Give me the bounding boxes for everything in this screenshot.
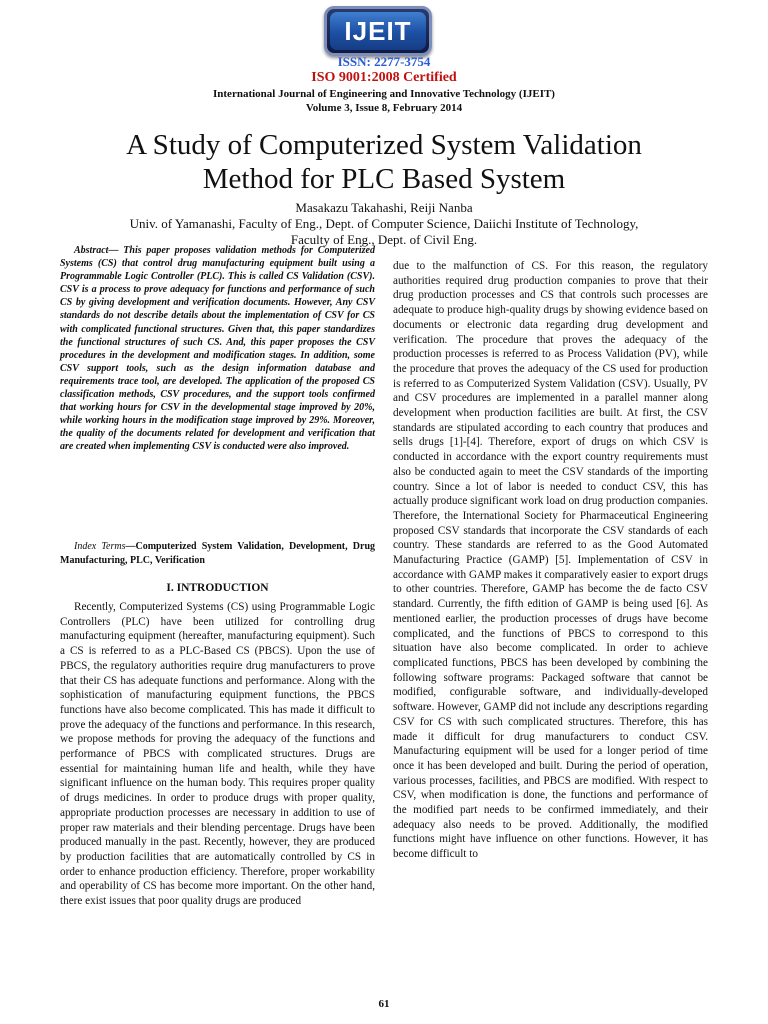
journal-logo-text: IJEIT: [330, 12, 426, 50]
section-heading-introduction: I. INTRODUCTION: [166, 582, 269, 594]
index-terms-text: —Computerized System Validation, Development, Drug Manufacturing, PLC, Verification: [60, 541, 376, 566]
affiliation-line-1: Univ. of Yamanashi, Faculty of Eng., Dept. of Computer Science, Daiichi Institute of Technology,: [129, 216, 639, 231]
right-column-text: due to the malfunction of CS. For this reason, the regulatory authorities required drug production companies to prove that their drug production processes and CS that controls such processes are adequate to produce high-quality drugs by showing evidence based on documents or electronic data regarding drug development and verification. The procedure that proves the adequacy of the production processes is referred to as Process Validation (PV), while the procedure that proves the adequacy of the CS used for production is referred to as Computerized System Validation (CSV). Usually, PV and CSV procedures are implemented in a parallel manner along development when production facilities are built. At first, the CSV standards are stipulated according to each country that produces and sells drugs [1]-[4]. Therefore, export of drugs on which CSV is conducted in accordance with the export country requirements must also be conducted again to meet the CSV standards of the importing country. Since a lot of labor is needed to conduct CSV, this has actually produce significant work load on drug production companies. Therefore, the International Society for Pharmaceutical Engineering proposed CSV standards that incorporate the CSV standards of each country. These standards are referred to as the Good Automated Manufacturing Practice (GAMP) [5]. Implementation of CSV in accordance with GAMP makes it comparatively easier to export drugs to other countries. Therefore, GAMP has become the de facto CSV standard. Currently, the fifth edition of GAMP is being used [6]. As mentioned earlier, the production processes of drugs have become complicated, and the functions of PBCS to correspond to this situation have also become complicated. In order to achieve complicated functions, PBCS has been developed by combining the following software programs: Packaged software that cannot be modified, configurable software, and individually-developed software. However, GAMP did not include any descriptions regarding CSV for CS with such complicated structures. Therefore, this has made it difficult for drug manufacturers to conduct CSV. Manufacturing equipment will be used for a longer period of time once it has been developed and built. During the period of operation, various processes, facilities, and PBCS are modified. With respect to CSV, when modification is done, the functions and performance of the modified part needs to be confirmed immediately, and their adequacy also needs to be proved. Additionally, the modified functions might have influence on other functions. However, it has become difficult to: [393, 260, 708, 861]
abstract-label: Abstract—: [74, 245, 119, 256]
paper-title: [0, 128, 768, 196]
abstract: [60, 244, 375, 454]
issn: ISSN: 2277-3754: [337, 54, 431, 69]
paper-title-line-2: Method for PLC Based System: [202, 163, 566, 195]
journal-volume: Volume 3, Issue 8, February 2014: [305, 102, 463, 114]
journal-logo: [324, 6, 432, 56]
authors: Masakazu Takahashi, Reiji Nanba: [295, 200, 473, 215]
index-terms: [60, 540, 375, 567]
abstract-text: This paper proposes validation methods for Computerized Systems (CS) that control drug manufacturing equipment built using a Programmable Logic Controller (PLC). This is called CS Validation (CSV). CSV is a process to prove adequacy for functions and performance of such CS by giving development and verification documents. However, Any CSV standards do not describe details about the implementation of CSV for CS with complicated functional structures. Given that, this paper standardizes the functional structures of such CS. And, this paper proposes the CSV procedures in the development and modification stages. In addition, some CSV support tools, such as the design information database and requirements trace tool, are developed. The application of the proposed CS classification methods, CSV procedures, and the support tools confirmed that working hours for CSV in the developmental stage improved by 20%, while working hours in the modification stage improved by 29%. Moreover, the quality of the documents related for development and verification that are created when implementing CSV is conducted were also improved.: [60, 245, 375, 453]
affiliation-line-2: Faculty of Eng., Dept. of Civil Eng.: [290, 232, 478, 247]
paper-title-line-1: A Study of Computerized System Validation: [126, 129, 642, 161]
author-block: [0, 200, 768, 248]
journal-name: International Journal of Engineering and Innovative Technology (IJEIT): [213, 88, 555, 100]
page-number: 61: [378, 998, 390, 1010]
index-terms-label: Index Terms: [74, 541, 126, 552]
introduction-text: Recently, Computerized Systems (CS) using Programmable Logic Controllers (PLC) have been utilized for controlling drug manufacturing equipment (hereafter, manufacturing equipment). Such a CS is referred to as a PLC-Based CS (PBCS). Upon the use of PBCS, the regulatory authorities require drug manufacturers to prove that their CS has adequate functions and performance. Along with the sophistication of manufacturing equipment functions, the PBCS functions have also become complicated. This has made it difficult to prove the adequacy of the functions and performance. In this research, we propose methods for proving the adequacy of the functions and performance of PBCS with complicated structures. Drugs are essential for maintaining human life and health, while they have significant influence on the human body. This requires proper quality of drugs medicines. In order to produce drugs with proper quality, appropriate production processes are necessary in addition to use of proper raw materials and their blending percentage. Drugs have been produced manually in the past. Recently, however, they are produced by production facilities that are automatically controlled by CS in order to enhance production efficiency. Therefore, proper workability and operability of CS has become more important. On the other hand, there exist issues that poor quality drugs are produced: [60, 601, 375, 908]
iso-certification: ISO 9001:2008 Certified: [311, 70, 457, 85]
